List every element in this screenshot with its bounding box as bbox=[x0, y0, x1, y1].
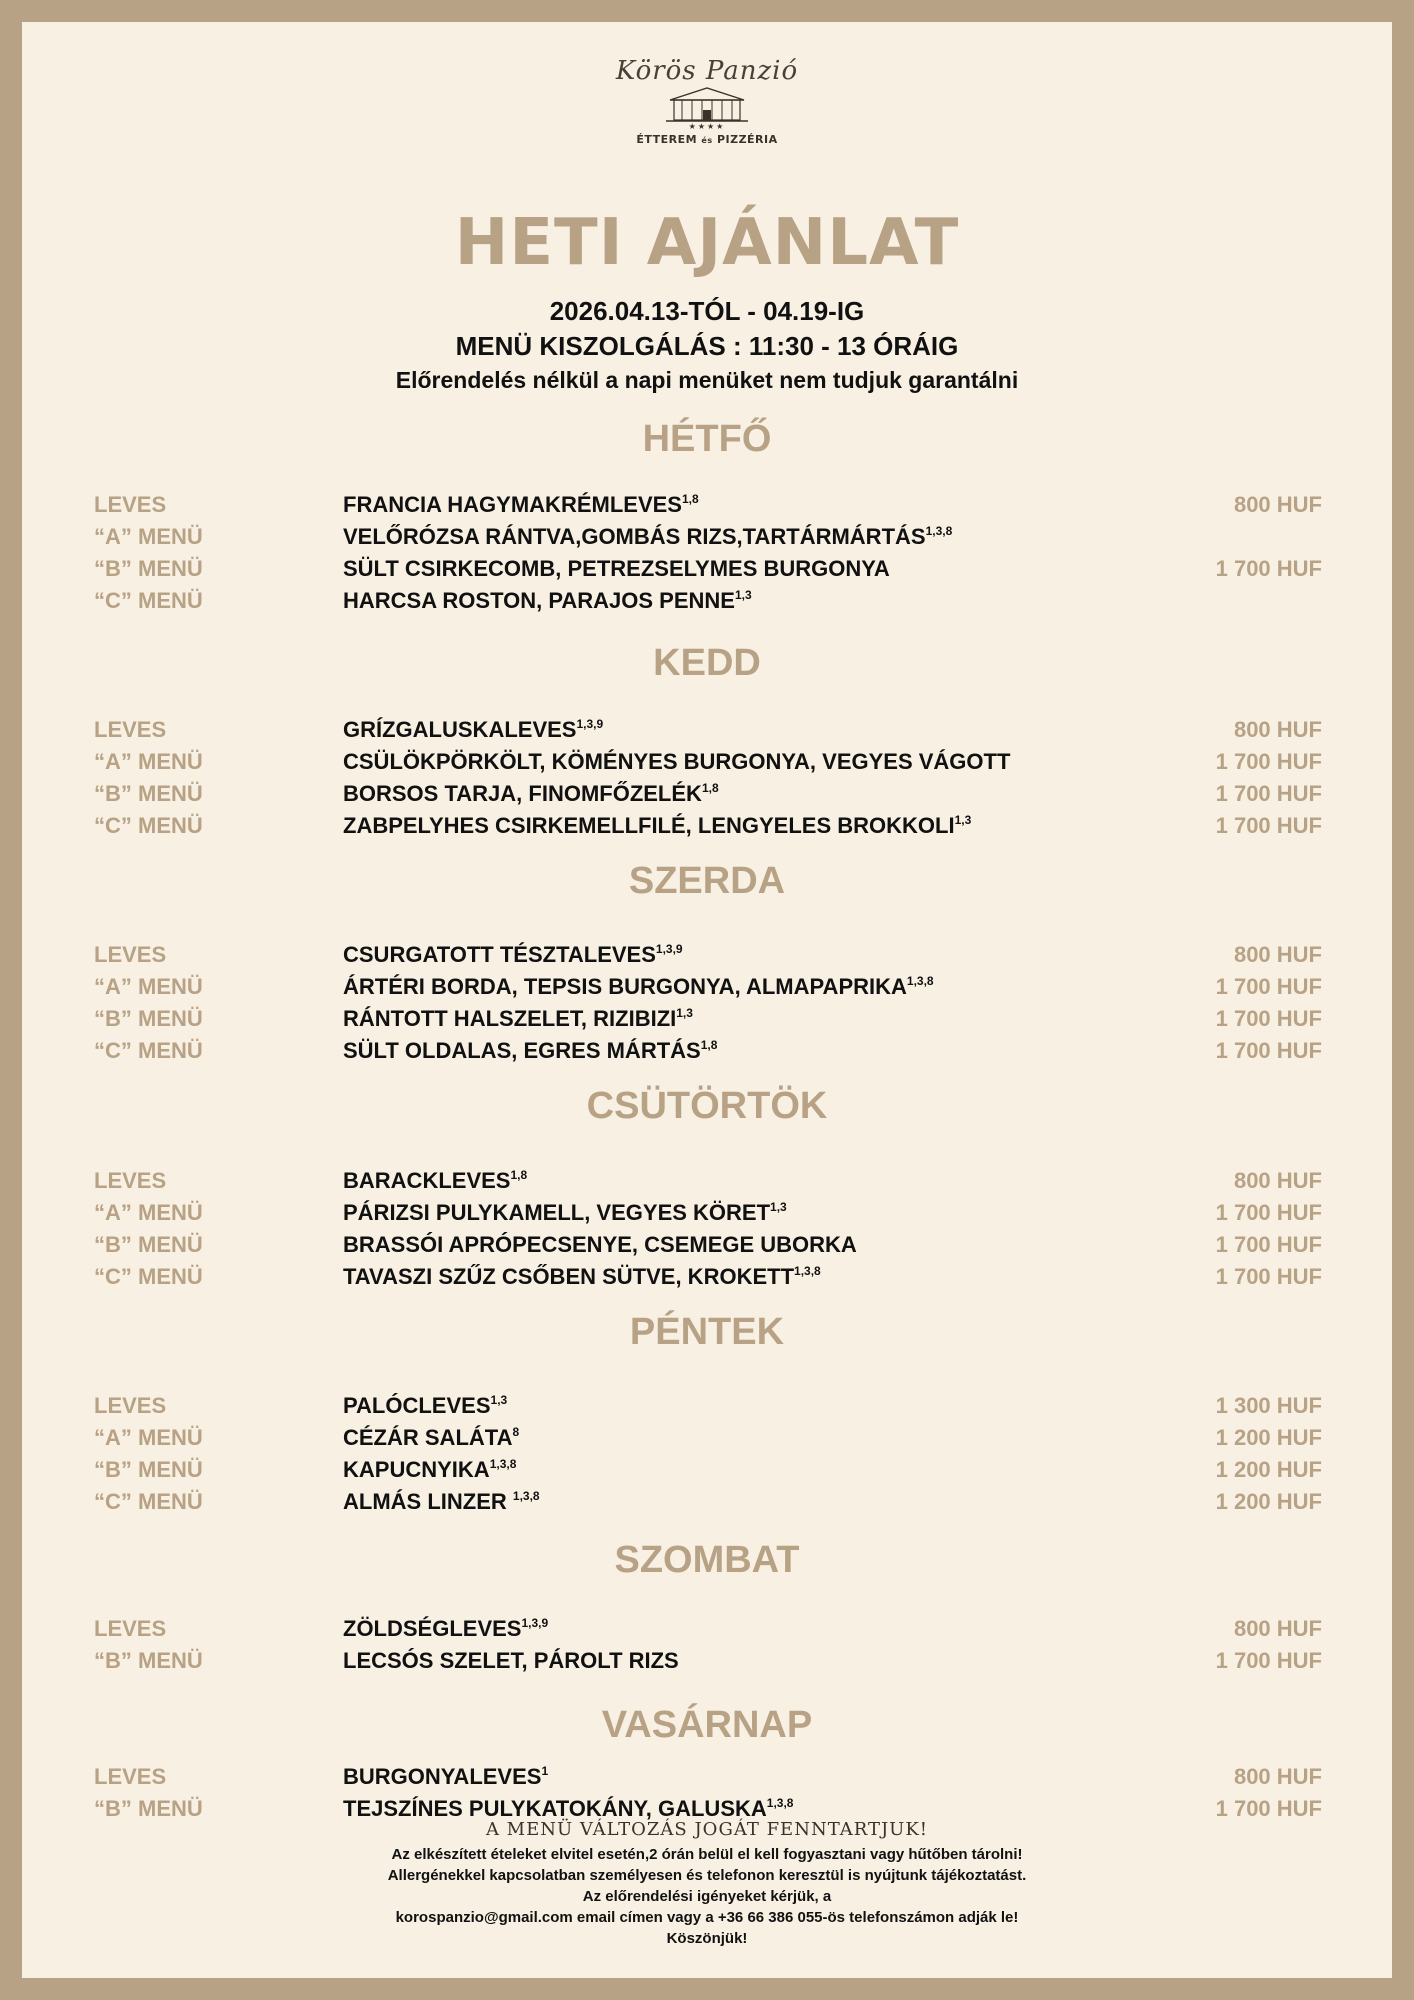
dish-name bbox=[343, 1168, 527, 1194]
menu-row bbox=[22, 1264, 1392, 1296]
menu-label: LEVES bbox=[94, 1168, 167, 1193]
dish-name bbox=[343, 588, 752, 614]
allergen-codes: 8 bbox=[512, 1425, 520, 1439]
price: 800 HUF bbox=[1233, 1764, 1322, 1789]
menu-label: “A” MENÜ bbox=[94, 749, 203, 774]
menu-label: “C” MENÜ bbox=[94, 1038, 203, 1063]
dish-name bbox=[343, 749, 1010, 775]
price: 1 700 HUF bbox=[1215, 1038, 1322, 1063]
price: 1 700 HUF bbox=[1215, 781, 1322, 806]
menu-label: “C” MENÜ bbox=[94, 1489, 203, 1514]
dish-name bbox=[343, 781, 719, 807]
menu-label: “C” MENÜ bbox=[94, 588, 203, 613]
menu-label: “B” MENÜ bbox=[94, 1232, 203, 1257]
menu-page bbox=[22, 22, 1392, 1978]
menu-label: “A” MENÜ bbox=[94, 1425, 203, 1450]
menu-row bbox=[22, 813, 1392, 845]
dish-text: CSURGATOTT TÉSZTALEVES bbox=[343, 942, 656, 967]
dish-name bbox=[343, 1457, 516, 1483]
price: 800 HUF bbox=[1233, 1168, 1322, 1193]
menu-row bbox=[22, 942, 1392, 974]
menu-row bbox=[22, 1393, 1392, 1425]
menu-row bbox=[22, 556, 1392, 588]
allergen-codes: 1,3 bbox=[734, 588, 752, 602]
dish-name bbox=[343, 1764, 548, 1790]
dish-text: CSÜLÖKPÖRKÖLT, KÖMÉNYES BURGONYA, VEGYES VÁGOTT bbox=[343, 749, 1011, 774]
dish-text: ÁRTÉRI BORDA, TEPSIS BURGONYA, ALMAPAPRIKA bbox=[343, 974, 907, 999]
dish-text: TAVASZI SZŰZ CSŐBEN SÜTVE, KROKETT bbox=[343, 1264, 795, 1289]
allergen-codes: 1,8 bbox=[700, 1038, 718, 1052]
page-title: HETI AJÁNLAT bbox=[454, 206, 960, 280]
menu-label: “B” MENÜ bbox=[94, 1796, 203, 1821]
dish-text: ZABPELYHES CSIRKEMELLFILÉ, LENGYELES BROKKOLI bbox=[343, 813, 955, 838]
dish-text: BURGONYALEVES bbox=[343, 1764, 542, 1789]
allergen-codes: 1,8 bbox=[510, 1168, 528, 1182]
day-heading: HÉTFŐ bbox=[642, 418, 772, 460]
menu-label: “B” MENÜ bbox=[94, 1006, 203, 1031]
menu-row bbox=[22, 1648, 1392, 1680]
dish-name bbox=[343, 974, 934, 1000]
dish-text: TEJSZÍNES PULYKATOKÁNY, GALUSKA bbox=[343, 1796, 767, 1821]
menu-label: “A” MENÜ bbox=[94, 974, 203, 999]
dish-text: ZÖLDSÉGLEVES bbox=[343, 1616, 522, 1641]
price: 1 700 HUF bbox=[1215, 1200, 1322, 1225]
price: 1 200 HUF bbox=[1215, 1425, 1322, 1450]
preorder-note: Előrendelés nélkül a napi menüket nem tudjuk garantálni bbox=[395, 367, 1019, 393]
menu-row bbox=[22, 1006, 1392, 1038]
menu-label: LEVES bbox=[94, 1393, 167, 1418]
footer-line: Az előrendelési igényeket kérjük, a bbox=[582, 1888, 832, 1905]
dish-name bbox=[343, 492, 699, 518]
dish-text: SÜLT OLDALAS, EGRES MÁRTÁS bbox=[343, 1038, 701, 1063]
dish-name bbox=[343, 1232, 857, 1258]
logo-subtitle-b: PIZZÉRIA bbox=[716, 133, 778, 146]
dish-name bbox=[343, 524, 952, 550]
menu-row bbox=[22, 1168, 1392, 1200]
price: 800 HUF bbox=[1233, 942, 1322, 967]
dish-name bbox=[343, 1648, 679, 1674]
price: 1 700 HUF bbox=[1215, 556, 1322, 581]
dish-text: HARCSA ROSTON, PARAJOS PENNE bbox=[343, 588, 735, 613]
price: 1 300 HUF bbox=[1215, 1393, 1322, 1418]
logo bbox=[22, 56, 1392, 146]
allergen-codes: 1,3,8 bbox=[925, 524, 953, 538]
allergen-codes: 1,3,8 bbox=[794, 1264, 821, 1278]
price: 1 700 HUF bbox=[1215, 1232, 1322, 1257]
footer bbox=[22, 1819, 1392, 1949]
footer-line: Köszönjük! bbox=[666, 1930, 748, 1947]
price: 800 HUF bbox=[1233, 717, 1322, 742]
menu-row bbox=[22, 1764, 1392, 1796]
dish-name bbox=[343, 1489, 540, 1515]
footer-line: korospanzio@gmail.com email címen vagy a +36 66 386 055-ös telefonszámon adják le! bbox=[395, 1909, 1019, 1926]
dish-name bbox=[343, 717, 603, 743]
menu-label: “A” MENÜ bbox=[94, 524, 203, 549]
allergen-codes: 1,8 bbox=[681, 492, 699, 506]
menu-row bbox=[22, 1038, 1392, 1070]
menu-label: “C” MENÜ bbox=[94, 813, 203, 838]
allergen-codes: 1,3 bbox=[676, 1006, 693, 1020]
menu-row bbox=[22, 1425, 1392, 1457]
menu-label: “B” MENÜ bbox=[94, 781, 203, 806]
menu-row bbox=[22, 524, 1392, 556]
dish-name bbox=[343, 1393, 507, 1419]
dish-name bbox=[343, 1264, 821, 1290]
allergen-codes: 1,3,9 bbox=[521, 1616, 549, 1630]
menu-row bbox=[22, 1489, 1392, 1521]
date-range: 2026.04.13-TÓL - 04.19-IG bbox=[549, 296, 865, 326]
allergen-codes: 1,3,9 bbox=[655, 942, 683, 956]
allergen-codes: 1,3,9 bbox=[576, 717, 604, 731]
dish-text: VELŐRÓZSA RÁNTVA,GOMBÁS RIZS,TARTÁRMÁRTÁS bbox=[343, 524, 926, 549]
price: 1 700 HUF bbox=[1215, 974, 1322, 999]
menu-row bbox=[22, 717, 1392, 749]
day-heading: SZOMBAT bbox=[614, 1539, 800, 1581]
logo-subtitle-a: ÉTTEREM bbox=[636, 133, 698, 146]
price: 1 700 HUF bbox=[1215, 813, 1322, 838]
dish-name bbox=[343, 942, 683, 968]
allergen-codes: 1,3,8 bbox=[489, 1457, 517, 1471]
building-icon bbox=[664, 86, 750, 124]
day-heading: CSÜTÖRTÖK bbox=[586, 1085, 828, 1127]
menu-label: “B” MENÜ bbox=[94, 1457, 203, 1482]
menu-label: LEVES bbox=[94, 492, 167, 517]
dish-text: SÜLT CSIRKECOMB, PETREZSELYMES BURGONYA bbox=[343, 556, 890, 581]
day-heading: VASÁRNAP bbox=[601, 1704, 813, 1746]
dish-text: FRANCIA HAGYMAKRÉMLEVES bbox=[343, 492, 682, 517]
allergen-codes: 1,3 bbox=[490, 1393, 508, 1407]
day-heading: PÉNTEK bbox=[629, 1311, 785, 1353]
price: 1 200 HUF bbox=[1215, 1457, 1322, 1482]
allergen-codes: 1,3,8 bbox=[766, 1796, 794, 1810]
price: 800 HUF bbox=[1233, 1616, 1322, 1641]
dish-text: BORSOS TARJA, FINOMFŐZELÉK bbox=[343, 781, 702, 806]
footer-line: Allergénekkel kapcsolatban személyesen és telefonon keresztül is nyújtunk tájékoztatást. bbox=[387, 1867, 1027, 1884]
price: 800 HUF bbox=[1233, 492, 1322, 517]
menu-row bbox=[22, 1616, 1392, 1648]
dish-text: KAPUCNYIKA bbox=[343, 1457, 490, 1482]
logo-subtitle bbox=[22, 133, 1392, 146]
dish-name bbox=[343, 813, 971, 839]
menu-row bbox=[22, 1457, 1392, 1489]
dish-text: PALÓCLEVES bbox=[343, 1393, 491, 1418]
day-heading: SZERDA bbox=[628, 860, 786, 902]
dish-text: CÉZÁR SALÁTA bbox=[343, 1425, 513, 1450]
menu-row bbox=[22, 749, 1392, 781]
dish-text: BARACKLEVES bbox=[343, 1168, 511, 1193]
allergen-codes: 1 bbox=[541, 1764, 549, 1778]
dish-name bbox=[343, 1425, 519, 1451]
allergen-codes: 1,8 bbox=[701, 781, 719, 795]
menu-row bbox=[22, 588, 1392, 620]
price: 1 700 HUF bbox=[1215, 1648, 1322, 1673]
allergen-codes: 1,3,8 bbox=[906, 974, 934, 988]
menu-label: “A” MENÜ bbox=[94, 1200, 203, 1225]
dish-text: PÁRIZSI PULYKAMELL, VEGYES KÖRET bbox=[343, 1200, 771, 1225]
menu-label: LEVES bbox=[94, 1616, 167, 1641]
allergen-codes: 1,3,8 bbox=[512, 1489, 540, 1503]
dish-name bbox=[343, 556, 890, 582]
menu-row bbox=[22, 492, 1392, 524]
price: 1 700 HUF bbox=[1215, 1006, 1322, 1031]
menu-label: “B” MENÜ bbox=[94, 556, 203, 581]
menu-label: LEVES bbox=[94, 717, 167, 742]
dish-text: BRASSÓI APRÓPECSENYE, CSEMEGE UBORKA bbox=[343, 1232, 857, 1257]
menu-row bbox=[22, 1200, 1392, 1232]
dish-text: LECSÓS SZELET, PÁROLT RIZS bbox=[343, 1648, 679, 1673]
allergen-codes: 1,3 bbox=[954, 813, 972, 827]
price: 1 700 HUF bbox=[1215, 1796, 1322, 1821]
dish-name bbox=[343, 1038, 717, 1064]
menu-row bbox=[22, 974, 1392, 1006]
menu-row bbox=[22, 1232, 1392, 1264]
allergen-codes: 1,3 bbox=[770, 1200, 787, 1214]
menu-row bbox=[22, 781, 1392, 813]
logo-subtitle-and: és bbox=[701, 136, 713, 145]
dish-name bbox=[343, 1200, 787, 1226]
day-heading: KEDD bbox=[653, 642, 761, 684]
price: 1 200 HUF bbox=[1215, 1489, 1322, 1514]
logo-name: Körös Panzió bbox=[615, 56, 799, 86]
dish-name bbox=[343, 1616, 548, 1642]
change-notice: A MENÜ VÁLTOZÁS JOGÁT FENNTARTJUK! bbox=[485, 1819, 929, 1840]
dish-text: ALMÁS LINZER bbox=[343, 1489, 513, 1514]
dish-text: GRÍZGALUSKALEVES bbox=[343, 717, 577, 742]
price: 1 700 HUF bbox=[1215, 1264, 1322, 1289]
footer-line: Az elkészített ételeket elvitel esetén,2 órán belül el kell fogyasztani vagy hűtőben tárolni! bbox=[391, 1846, 1023, 1863]
menu-label: “B” MENÜ bbox=[94, 1648, 203, 1673]
dish-name bbox=[343, 1006, 693, 1032]
menu-label: LEVES bbox=[94, 942, 167, 967]
service-time: MENÜ KISZOLGÁLÁS : 11:30 - 13 ÓRÁIG bbox=[455, 331, 959, 361]
dish-text: RÁNTOTT HALSZELET, RIZIBIZI bbox=[343, 1006, 677, 1031]
menu-label: “C” MENÜ bbox=[94, 1264, 203, 1289]
menu-label: LEVES bbox=[94, 1764, 167, 1789]
logo-stars: ★★★★ bbox=[688, 122, 726, 131]
price: 1 700 HUF bbox=[1215, 749, 1322, 774]
